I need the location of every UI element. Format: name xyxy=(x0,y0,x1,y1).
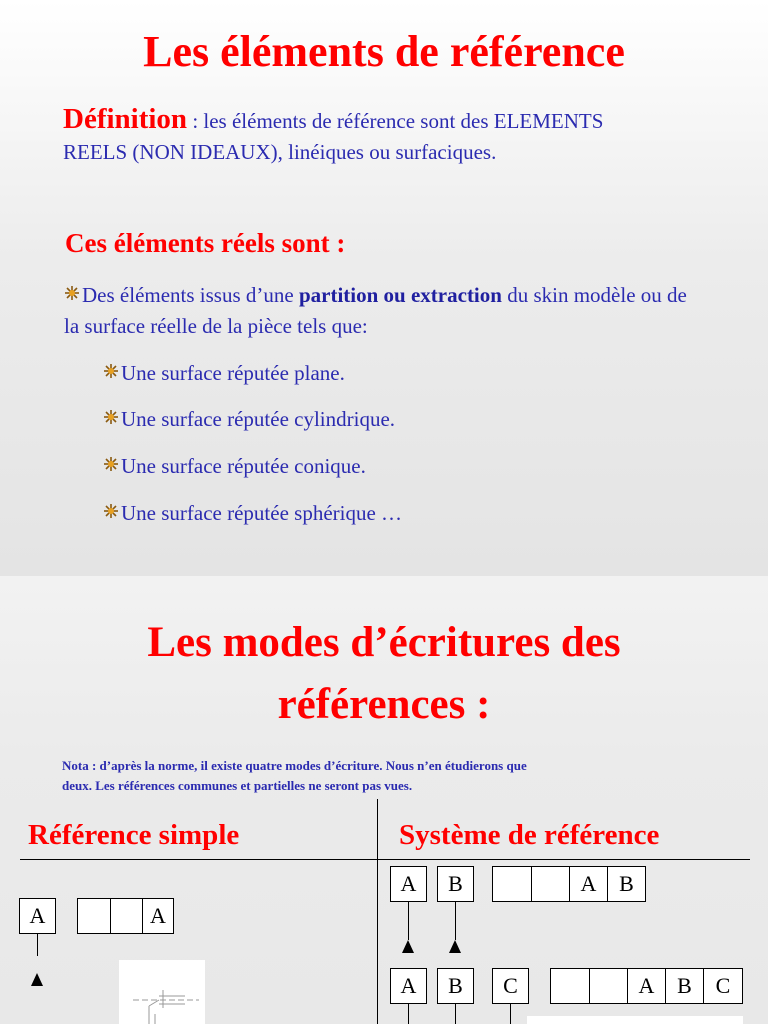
datum-triangle xyxy=(449,940,461,953)
section-simple-heading: Référence simple xyxy=(28,819,240,851)
sub-bullet-text: Une surface réputée plane. xyxy=(121,361,345,385)
sub-bullet-text: Une surface réputée cylindrique. xyxy=(121,407,396,431)
table-vertical-divider xyxy=(377,799,378,1024)
sub-bullet xyxy=(103,498,402,529)
datum-box: B xyxy=(437,866,474,902)
frame-cell: B xyxy=(665,969,703,1003)
sub-bullet-text: Une surface réputée sphérique … xyxy=(121,501,403,525)
frame-cell xyxy=(78,899,110,933)
tolerance-frame xyxy=(550,968,743,1004)
frame-cell xyxy=(551,969,589,1003)
frame-cell xyxy=(589,969,627,1003)
tolerance-frame xyxy=(492,866,646,902)
datum-leader xyxy=(455,1004,456,1024)
star-bullet-icon xyxy=(103,363,119,379)
datum-leader xyxy=(408,1004,409,1024)
table-horizontal-divider xyxy=(20,859,750,860)
datum-box: A xyxy=(19,898,56,934)
star-bullet-icon xyxy=(103,503,119,519)
nota-text xyxy=(62,756,722,796)
part-drawing-partial xyxy=(527,1016,743,1024)
frame-cell xyxy=(110,899,142,933)
datum-leader xyxy=(408,902,409,940)
frame-cell: C xyxy=(703,969,742,1003)
elements-subheading: Ces éléments réels sont : xyxy=(65,228,346,258)
datum-box: B xyxy=(437,968,474,1004)
nota-line2: deux. Les références communes et partielles ne seront pas vues. xyxy=(62,778,413,793)
frame-cell: A xyxy=(627,969,665,1003)
frame-cell: A xyxy=(569,867,607,901)
slide1-title: Les éléments de référence xyxy=(143,27,625,76)
main-bullet-bold: partition ou extraction xyxy=(298,283,502,307)
frame-cell: B xyxy=(607,867,645,901)
tolerance-frame xyxy=(77,898,174,934)
datum-box: A xyxy=(390,968,427,1004)
star-bullet-icon xyxy=(103,409,119,425)
datum-triangle xyxy=(31,973,43,986)
definition-paragraph xyxy=(63,104,623,168)
slide2-title-line1: Les modes d’écritures des xyxy=(147,619,621,666)
star-bullet-icon xyxy=(103,456,119,472)
main-bullet xyxy=(64,280,704,342)
datum-leader xyxy=(455,902,456,940)
datum-box: A xyxy=(390,866,427,902)
datum-triangle xyxy=(402,940,414,953)
slide2-title-line2: références : xyxy=(277,681,491,728)
frame-cell: A xyxy=(142,899,173,933)
part-drawing xyxy=(119,960,205,1024)
sub-bullet-text: Une surface réputée conique. xyxy=(121,454,366,478)
sub-bullet xyxy=(103,451,366,482)
frame-cell xyxy=(531,867,569,901)
datum-box: C xyxy=(492,968,529,1004)
frame-cell xyxy=(493,867,531,901)
main-bullet-suffix: du skin modèle ou de la surface réelle de la pièce tels que: xyxy=(64,283,687,338)
sub-bullet xyxy=(103,358,345,389)
datum-leader xyxy=(510,1004,511,1024)
star-bullet-icon xyxy=(64,285,80,301)
nota-line1: Nota : d’après la norme, il existe quatre modes d’écriture. Nous n’en étudierons que xyxy=(62,758,527,773)
slide2-title xyxy=(0,612,768,736)
section-system-heading: Système de référence xyxy=(399,819,660,851)
main-bullet-prefix: Des éléments issus d’une xyxy=(82,283,299,307)
part-drawing-sketch xyxy=(119,960,205,1024)
datum-leader xyxy=(37,934,38,956)
slide-modes-ecriture xyxy=(0,576,768,1024)
definition-label: Définition xyxy=(63,103,188,135)
definition-text: : les éléments de référence sont des ELEMENTS REELS (NON IDEAUX), linéiques ou surfaciques. xyxy=(63,109,604,164)
sub-bullet xyxy=(103,404,395,435)
